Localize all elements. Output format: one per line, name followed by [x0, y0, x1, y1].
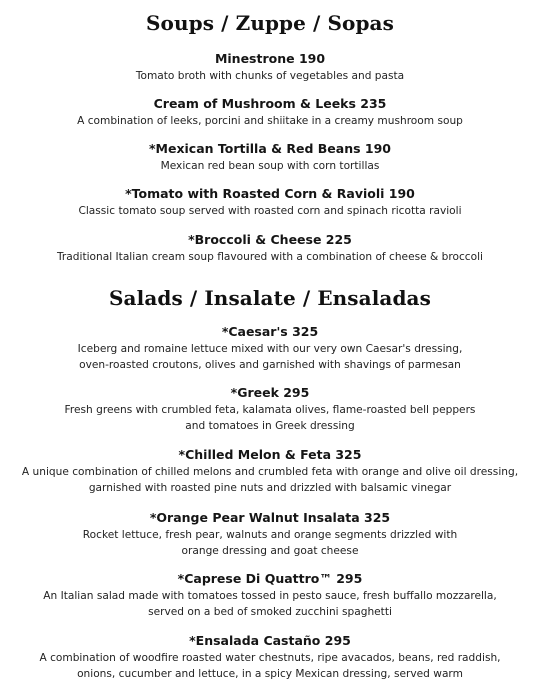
- item-description: A unique combination of chilled melons and crumbled feta with orange and olive oil dressing,: [21, 466, 519, 478]
- item-name: *Ensalada Castaño 295: [189, 633, 351, 648]
- menu-item-caprese-di-quattro: [0, 570, 540, 620]
- item-name: *Caprese Di Quattro™ 295: [177, 571, 363, 586]
- item-description: oven-roasted croutons, olives and garnished with shavings of parmesan: [79, 359, 461, 371]
- menu-item-orange-pear-walnut: [0, 509, 540, 559]
- menu-item-mexican-tortilla: [0, 140, 540, 174]
- item-name: *Greek 295: [230, 385, 310, 400]
- item-description: A combination of woodfire roasted water chestnuts, ripe avacados, beans, red raddish,: [39, 652, 501, 664]
- menu-item-ensalada-castano: [0, 632, 540, 682]
- item-description: Classic tomato soup served with roasted corn and spinach ricotta ravioli: [78, 205, 462, 217]
- menu-item-greek: [0, 384, 540, 434]
- item-name: *Mexican Tortilla & Red Beans 190: [148, 141, 391, 156]
- item-description: onions, cucumber and lettuce, in a spicy Mexican dressing, served warm: [77, 668, 463, 680]
- menu-item-broccoli-cheese: [0, 231, 540, 265]
- item-name: Cream of Mushroom & Leeks 235: [153, 96, 387, 111]
- item-description: An Italian salad made with tomatoes tossed in pesto sauce, fresh buffallo mozzarella,: [43, 590, 497, 602]
- item-name: *Orange Pear Walnut Insalata 325: [149, 510, 391, 525]
- item-name: *Broccoli & Cheese 225: [188, 232, 352, 247]
- section-title-soups: Soups / Zuppe / Sopas: [146, 11, 394, 35]
- item-description: A combination of leeks, porcini and shiitake in a creamy mushroom soup: [77, 115, 463, 127]
- item-description: Iceberg and romaine lettuce mixed with our very own Caesar's dressing,: [77, 343, 463, 355]
- item-description: orange dressing and goat cheese: [181, 545, 359, 557]
- menu-item-caesars: [0, 323, 540, 373]
- item-description: garnished with roasted pine nuts and drizzled with balsamic vinegar: [88, 482, 452, 494]
- item-description: served on a bed of smoked zucchini spaghetti: [148, 606, 392, 618]
- section-title-salads: Salads / Insalate / Ensaladas: [109, 286, 431, 310]
- item-description: Tomato broth with chunks of vegetables and pasta: [135, 70, 405, 82]
- item-name: *Caesar's 325: [221, 324, 319, 339]
- menu-item-cream-of-mushroom: [0, 95, 540, 129]
- item-description: Mexican red bean soup with corn tortillas: [160, 160, 380, 172]
- item-description: Traditional Italian cream soup flavoured with a combination of cheese & broccoli: [57, 251, 483, 263]
- item-description: Fresh greens with crumbled feta, kalamata olives, flame-roasted bell peppers: [64, 404, 476, 416]
- item-description: Rocket lettuce, fresh pear, walnuts and orange segments drizzled with: [82, 529, 458, 541]
- menu-item-tomato-corn-ravioli: [0, 185, 540, 219]
- menu-item-chilled-melon-feta: [0, 446, 540, 496]
- menu-item-minestrone: [0, 50, 540, 84]
- item-name: Minestrone 190: [214, 51, 326, 66]
- item-description: and tomatoes in Greek dressing: [185, 420, 355, 432]
- item-name: *Chilled Melon & Feta 325: [178, 447, 362, 462]
- item-name: *Tomato with Roasted Corn & Ravioli 190: [125, 186, 415, 201]
